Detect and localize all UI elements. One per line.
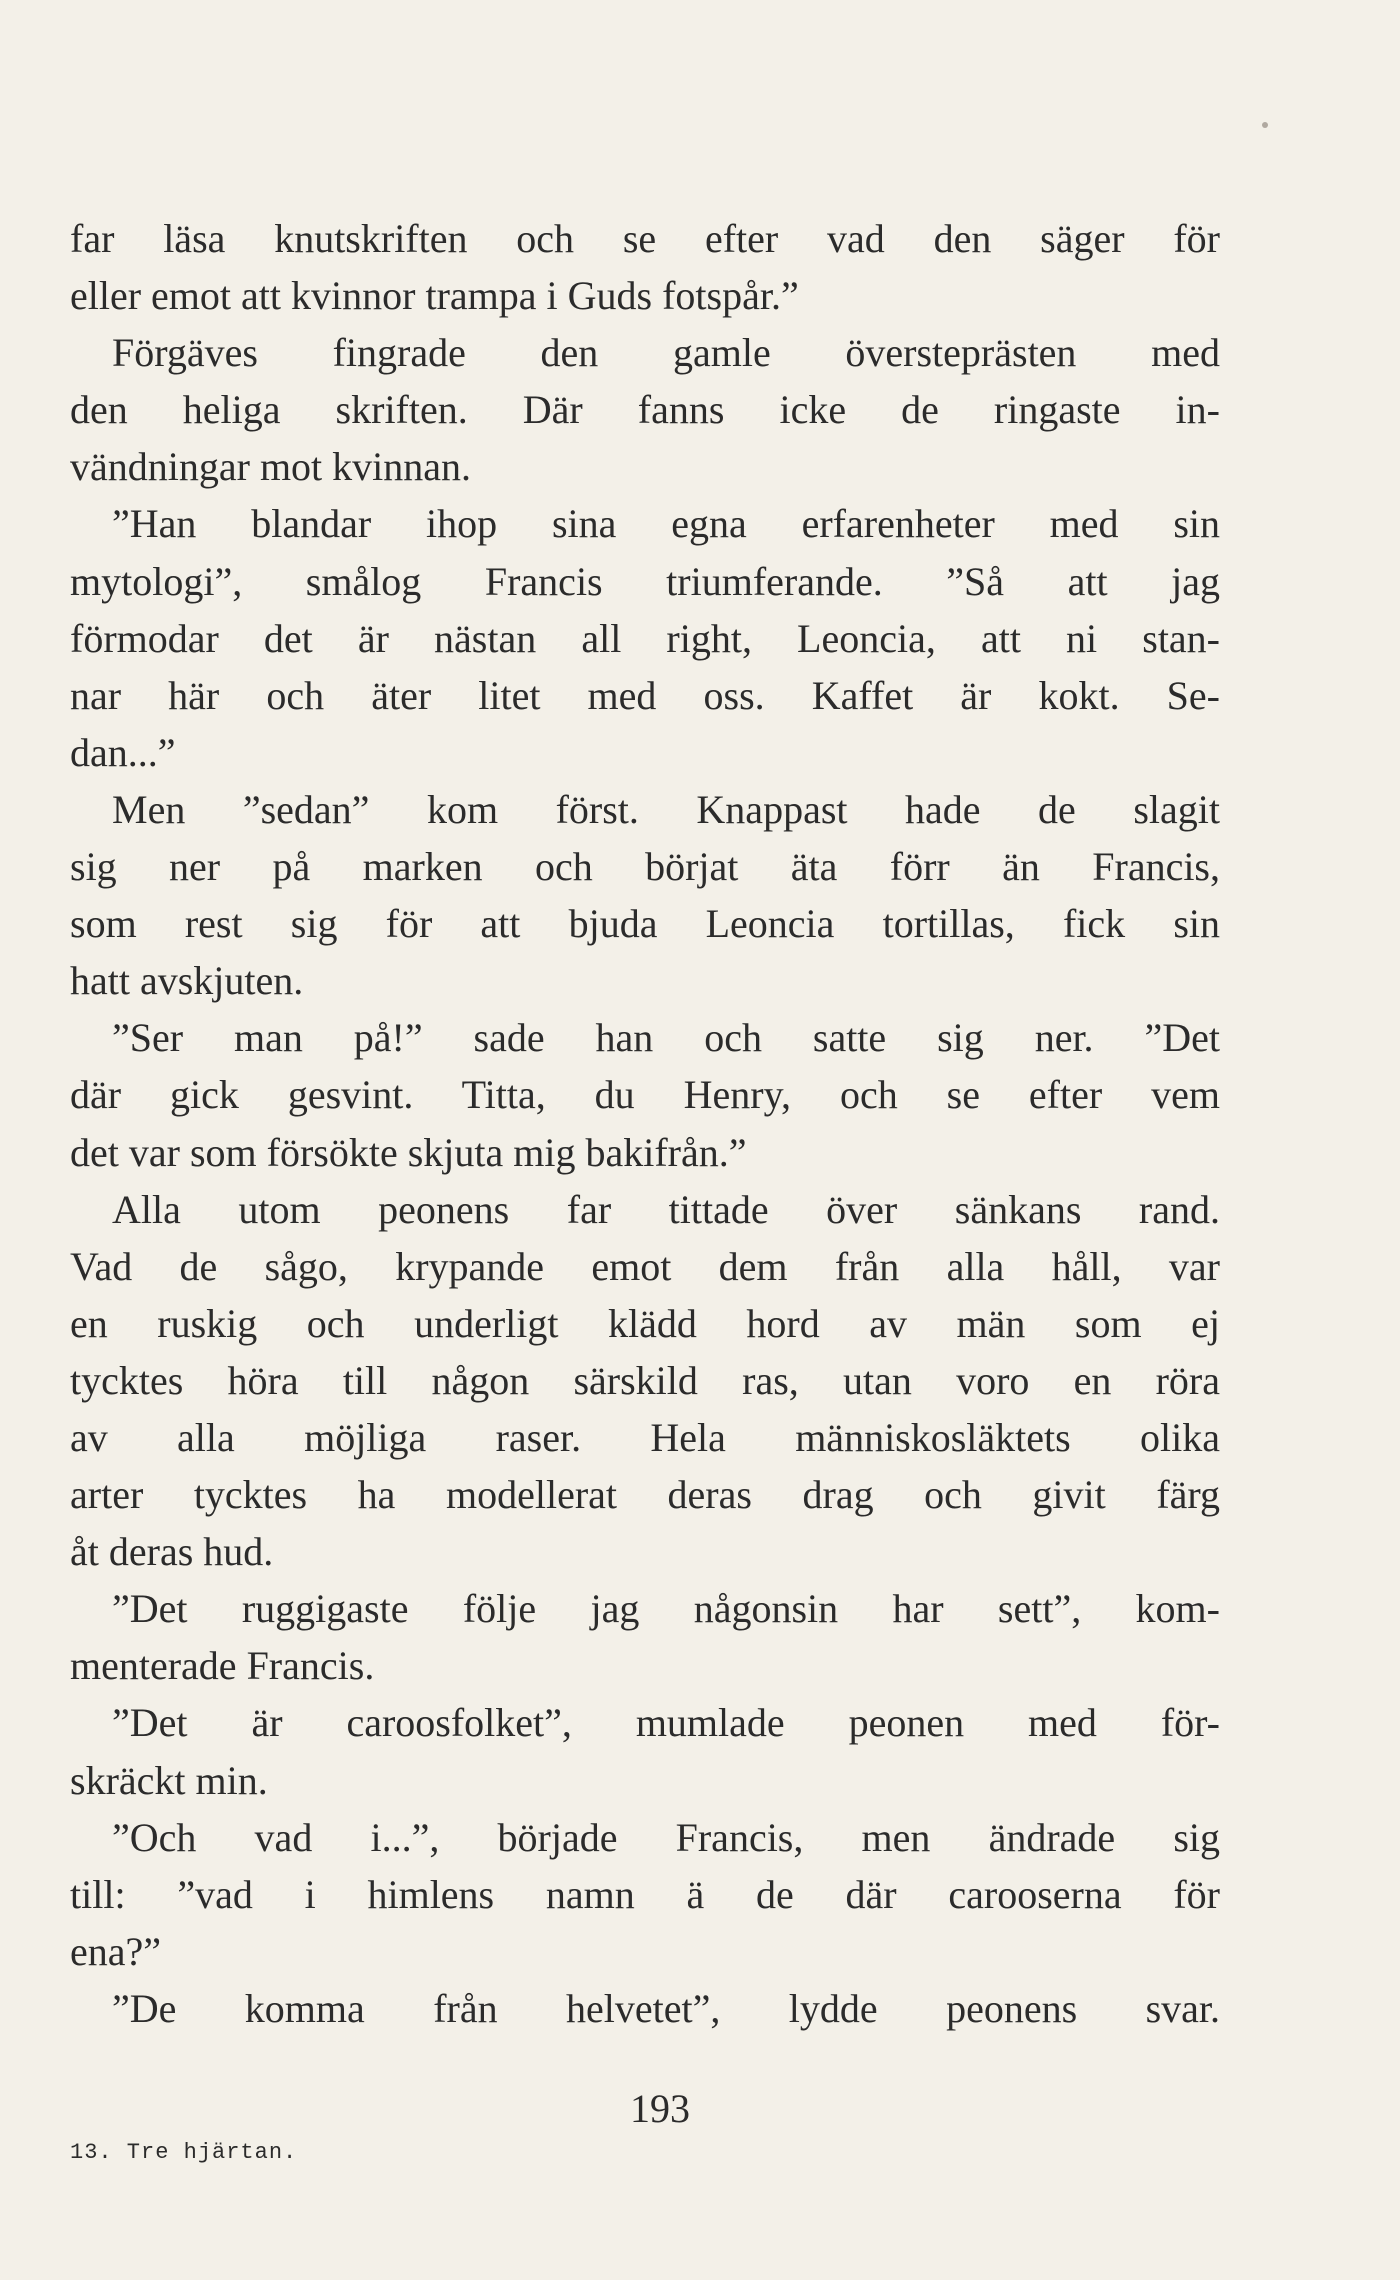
text-line: mytologi”, smålog Francis triumferande. ”Så att jag: [70, 558, 1220, 604]
text-line: förmodar det är nästan all right, Leoncia, att ni stan-: [70, 615, 1220, 661]
text-line: Förgäves fingrade den gamle översteprästen med: [112, 330, 1220, 376]
text-line: far läsa knutskriften och se efter vad den säger för: [70, 216, 1220, 261]
page-number: 193: [630, 2086, 690, 2131]
text-line: som rest sig för att bjuda Leoncia tortillas, fick sin: [70, 901, 1220, 947]
text-line: menterade Francis.: [70, 1643, 375, 1689]
text-line: Vad de sågo, krypande emot dem från alla håll, var: [70, 1243, 1220, 1289]
text-line: tycktes höra till någon särskild ras, utan voro en röra: [70, 1357, 1220, 1403]
text-line: en ruskig och underligt klädd hord av män som ej: [70, 1300, 1220, 1346]
text-line: ”Det ruggigaste följe jag någonsin har sett”, kom-: [112, 1586, 1220, 1632]
text-line: ”Ser man på!” sade han och satte sig ner. ”Det: [112, 1015, 1220, 1061]
text-line: av alla möjliga raser. Hela människosläktets olika: [70, 1414, 1220, 1460]
text-line: den heliga skriften. Där fanns icke de ringaste in-: [70, 387, 1220, 433]
text-line: ”De komma från helvetet”, lydde peonens svar.: [112, 1985, 1220, 2031]
text-line: ”Och vad i...”, började Francis, men ändrade sig: [112, 1814, 1220, 1860]
body-text: [70, 210, 1220, 2037]
text-line: sig ner på marken och börjat äta förr än Francis,: [70, 844, 1220, 890]
text-line: dan...”: [70, 729, 176, 775]
text-line: där gick gesvint. Titta, du Henry, och se efter vem: [70, 1072, 1220, 1118]
text-line: hatt avskjuten.: [70, 958, 304, 1004]
text-line: Alla utom peonens far tittade över sänkans rand.: [112, 1186, 1220, 1232]
text-line: skräckt min.: [70, 1757, 268, 1803]
text-line: arter tycktes ha modellerat deras drag och givit färg: [70, 1472, 1220, 1518]
text-line: ”Han blandar ihop sina egna erfarenheter med sin: [112, 501, 1220, 547]
text-line: nar här och äter litet med oss. Kaffet är kokt. Se-: [70, 672, 1220, 718]
text-line: vändningar mot kvinnan.: [70, 444, 472, 490]
text-line: ”Det är caroosfolket”, mumlade peonen med för-: [112, 1700, 1220, 1746]
text-line: ena?”: [70, 1928, 162, 1974]
text-line: eller emot att kvinnor trampa i Guds fotspår.”: [70, 273, 799, 319]
text-line: det var som försökte skjuta mig bakifrån.”: [70, 1129, 747, 1175]
printer-signature: 13. Tre hjärtan.: [70, 2140, 298, 2165]
text-line: åt deras hud.: [70, 1529, 274, 1575]
paper-speck: [1262, 122, 1268, 128]
text-line: Men ”sedan” kom först. Knappast hade de slagit: [112, 786, 1220, 832]
text-line: till: ”vad i himlens namn ä de där carooserna för: [70, 1871, 1220, 1917]
